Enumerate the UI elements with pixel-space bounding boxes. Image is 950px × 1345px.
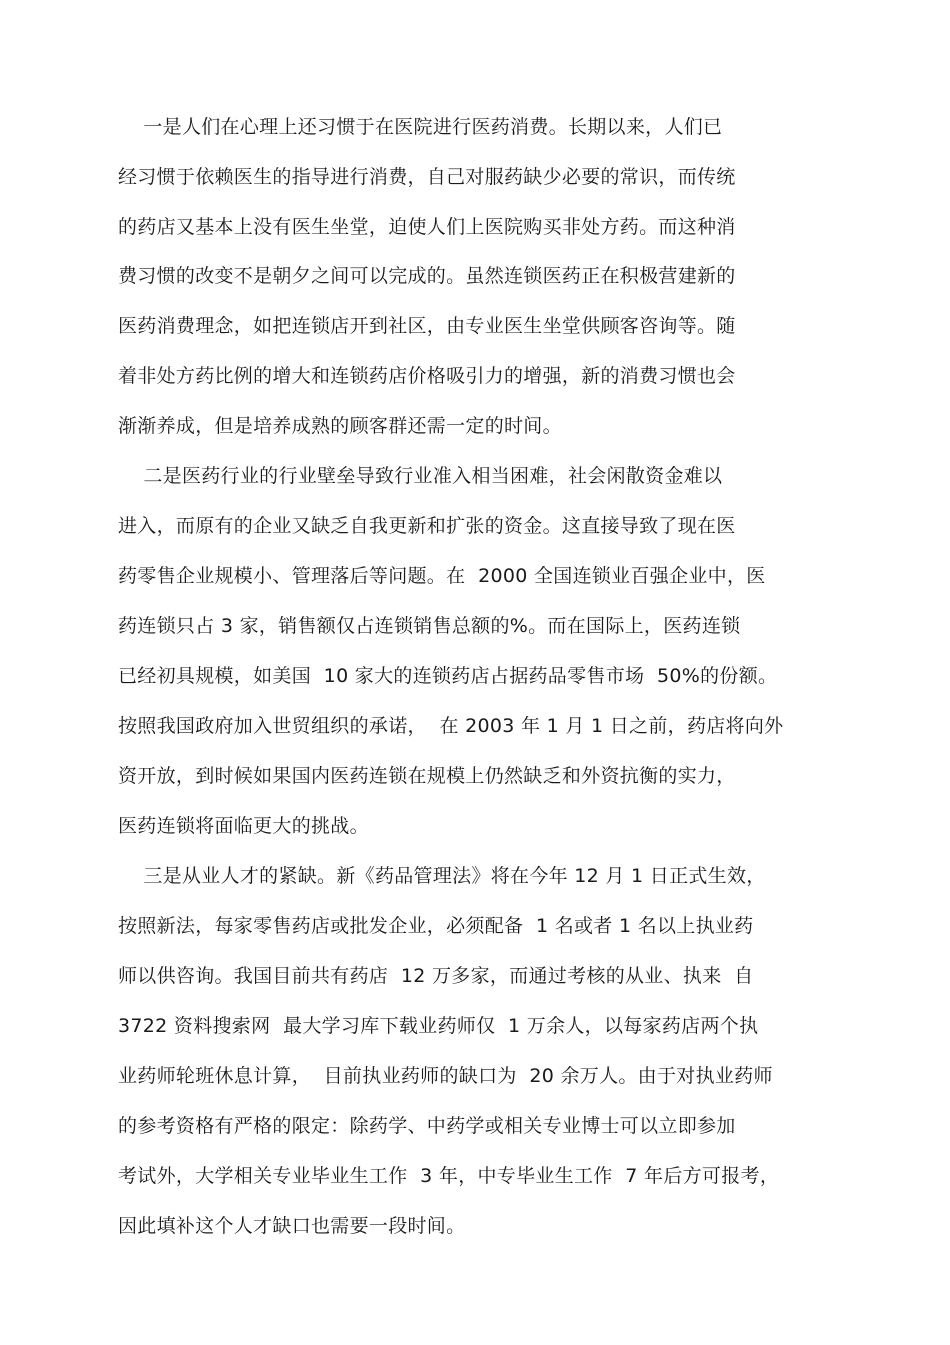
text-line: 医药消费理念，如把连锁店开到社区，由专业医生坐堂供顾客咨询等。随	[118, 315, 736, 337]
text-line: 费习惯的改变不是朝夕之间可以完成的。虽然连锁医药正在积极营建新的	[118, 265, 736, 287]
text-line: 一是人们在心理上还习惯于在医院进行医药消费。长期以来，人们已	[118, 116, 723, 138]
text-line: 药连锁只占 3 家，销售额仅占连锁销售总额的%。而在国际上，医药连锁	[118, 615, 741, 637]
text-line: 的参考资格有严格的限定：除药学、中药学或相关专业博士可以立即参加	[118, 1115, 736, 1137]
text-line: 渐渐养成，但是培养成熟的顾客群还需一定的时间。	[118, 415, 562, 437]
text-line: 二是医药行业的行业壁垒导致行业准入相当困难，社会闲散资金难以	[118, 465, 723, 487]
text-line: 按照我国政府加入世贸组织的承诺， 在 2003 年 1 月 1 日之前，药店将向外	[118, 715, 784, 737]
text-line: 资开放，到时候如果国内医药连锁在规模上仍然缺乏和外资抗衡的实力，	[118, 765, 736, 787]
text-line: 业药师轮班休息计算， 目前执业药师的缺口为 20 余万人。由于对执业药师	[118, 1065, 773, 1087]
text-line: 医药连锁将面临更大的挑战。	[118, 815, 369, 837]
text-line: 的药店又基本上没有医生坐堂，迫使人们上医院购买非处方药。而这种消	[118, 216, 736, 238]
text-line: 着非处方药比例的增大和连锁药店价格吸引力的增强，新的消费习惯也会	[118, 365, 736, 387]
text-line: 师以供咨询。我国目前共有药店 12 万多家，而通过考核的从业、执来 自	[118, 965, 754, 987]
text-line: 考试外，大学相关专业毕业生工作 3 年，中专毕业生工作 7 年后方可报考，	[118, 1165, 780, 1187]
text-line: 3722 资料搜索网 最大学习库下载业药师仅 1 万余人，以每家药店两个执	[118, 1015, 759, 1037]
text-line: 已经初具规模，如美国 10 家大的连锁药店占据药品零售市场 50%的份额。	[118, 665, 778, 687]
text-line: 三是从业人才的紧缺。新《药品管理法》将在今年 12 月 1 日正式生效，	[118, 865, 766, 887]
text-line: 按照新法，每家零售药店或批发企业，必须配备 1 名或者 1 名以上执业药	[118, 915, 754, 937]
text-line: 药零售企业规模小、管理落后等问题。在 2000 全国连锁业百强企业中，医	[118, 565, 766, 587]
text-line: 进入，而原有的企业又缺乏自我更新和扩张的资金。这直接导致了现在医	[118, 515, 736, 537]
text-line: 经习惯于依赖医生的指导进行消费，自己对服药缺少必要的常识，而传统	[118, 166, 736, 188]
text-line: 因此填补这个人才缺口也需要一段时间。	[118, 1215, 466, 1237]
